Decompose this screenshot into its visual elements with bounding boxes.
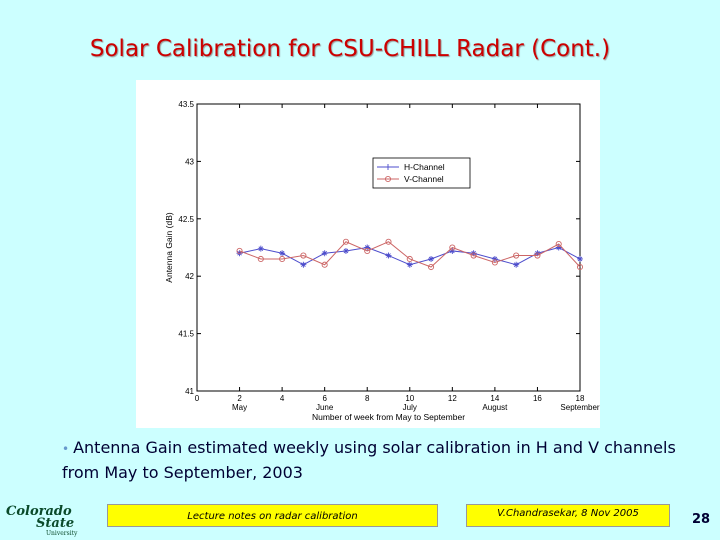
chart-figure [136,80,600,428]
bullet-text [62,436,682,485]
x-tick-label: 6 [322,394,327,403]
y-tick-label: 41 [185,387,194,396]
x-tick-label: 4 [279,394,285,403]
page-number: 28 [691,512,711,527]
month-label: August [482,403,508,412]
logo-line-1: Colorado [6,504,72,519]
x-tick-label: 12 [447,394,457,403]
x-tick-label: 0 [194,394,200,403]
footer-author-date: V.Chandrasekar, 8 Nov 2005 [466,504,670,527]
logo-line-3: University [46,530,78,537]
y-tick-label: 42 [185,272,194,282]
month-label: May [231,403,248,412]
university-logo [6,506,84,536]
line-chart [136,80,600,428]
logo-line-2: State [36,516,75,531]
y-tick-label: 42.5 [178,214,194,224]
x-tick-label: 8 [364,394,370,403]
legend-label-1: V-Channel [404,174,444,184]
y-tick-label: 41.5 [178,329,194,339]
plot-frame [197,104,580,391]
x-tick-label: 16 [532,394,542,403]
slide-title: Solar Calibration for CSU-CHILL Radar (Cont.) [89,36,611,62]
legend-label-0: H-Channel [404,162,445,172]
slide-footer [0,498,720,540]
bullet-icon: • [62,442,70,456]
month-label: June [315,403,334,412]
month-label: July [402,403,417,412]
y-tick-label: 43 [185,157,194,167]
footer-lecture-notes: Lecture notes on radar calibration [107,504,438,527]
month-label: September [560,403,600,412]
y-axis-label: Antenna Gain (dB) [164,212,174,283]
x-tick-label: 10 [405,394,415,403]
x-tick-label: 18 [575,394,585,403]
x-tick-label: 2 [237,394,242,403]
x-tick-label: 14 [490,394,500,403]
y-tick-label: 43.5 [178,100,194,109]
x-axis-label: Number of week from May to September [311,412,466,422]
bullet-text-content: Antenna Gain estimated weekly using solar calibration in H and V channels from May to September, 2003 [62,438,676,482]
